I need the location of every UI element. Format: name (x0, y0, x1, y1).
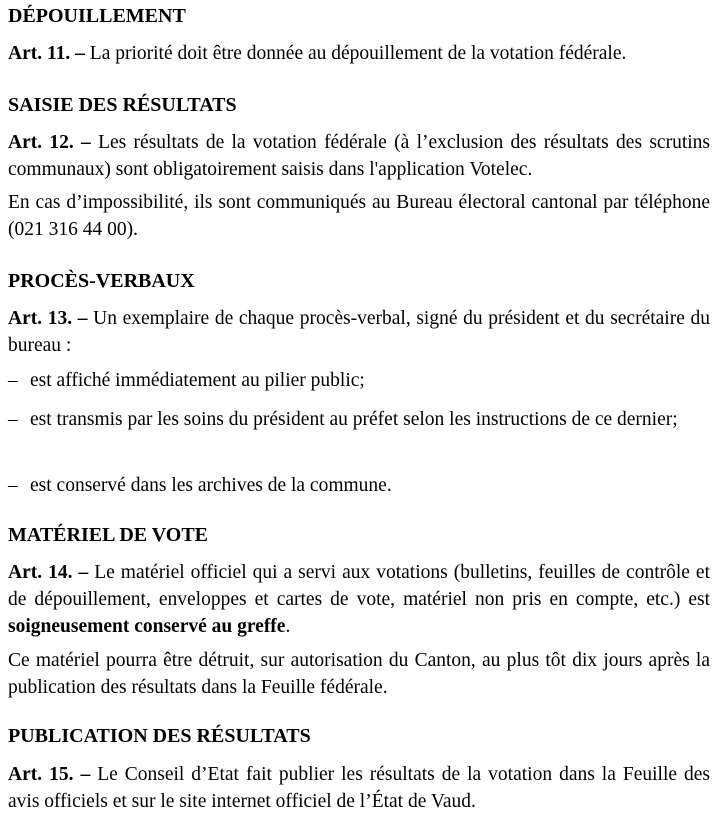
article-14-text: Le matériel officiel qui a servi aux votations (bulletins, feuilles de contrôle et de dépouillement, enveloppes et cartes de vote, matériel non pris en compte, etc.) est (8, 562, 710, 610)
article-12-number: Art. 12. – (8, 132, 91, 153)
list-item (8, 472, 710, 499)
section-heading-proces-verbaux: PROCÈS-VERBAUX (8, 270, 195, 292)
article-14-paragraph-2: Ce matériel pourra être détruit, sur autorisation du Canton, au plus tôt dix jours après la publication des résultats dans la Feuille fédérale. (8, 650, 710, 698)
list-dash: – (8, 370, 18, 391)
section-heading-depouillement: DÉPOUILLEMENT (8, 5, 186, 27)
article-11-number: Art. 11. – (8, 43, 85, 64)
article-11 (8, 40, 710, 67)
list-item-text: est affiché immédiatement au pilier public; (30, 370, 365, 391)
article-12-paragraph-2: En cas d’impossibilité, ils sont communiqués au Bureau électoral cantonal par téléphone (021 316 44 00). (8, 192, 710, 240)
article-14 (8, 559, 710, 640)
article-13-text: Un exemplaire de chaque procès-verbal, signé du président et du secrétaire du bureau : (8, 308, 711, 356)
article-15-number: Art. 15. – (8, 764, 91, 785)
article-15 (8, 761, 710, 815)
article-15-text: Le Conseil d’Etat fait publier les résultats de la votation dans la Feuille des avis officiels et sur le site internet officiel de l’État de Vaud. (8, 764, 710, 812)
article-13 (8, 305, 710, 359)
article-14-number: Art. 14. – (8, 562, 89, 583)
list-dash: – (8, 475, 18, 496)
section-heading-materiel: MATÉRIEL DE VOTE (8, 524, 209, 546)
article-14-tail: . (285, 616, 291, 637)
list-item-text: est conservé dans les archives de la commune. (30, 475, 392, 496)
article-12 (8, 129, 710, 183)
section-heading-publication: PUBLICATION DES RÉSULTATS (8, 725, 311, 747)
article-12-text: Les résultats de la votation fédérale (à l’exclusion des résultats des scrutins communaux) sont obligatoirement saisis dans l'application Votelec. (8, 132, 710, 180)
list-item (8, 367, 710, 394)
section-heading-saisie: SAISIE DES RÉSULTATS (8, 94, 237, 116)
article-14-emphasis: soigneusement conservé au greffe (8, 616, 286, 637)
list-item (8, 406, 710, 433)
article-11-text: La priorité doit être donnée au dépouillement de la votation fédérale. (84, 43, 627, 64)
list-dash: – (8, 409, 18, 430)
article-13-number: Art. 13. – (8, 308, 88, 329)
list-item-text: est transmis par les soins du président au préfet selon les instructions de ce dernier; (30, 409, 678, 430)
